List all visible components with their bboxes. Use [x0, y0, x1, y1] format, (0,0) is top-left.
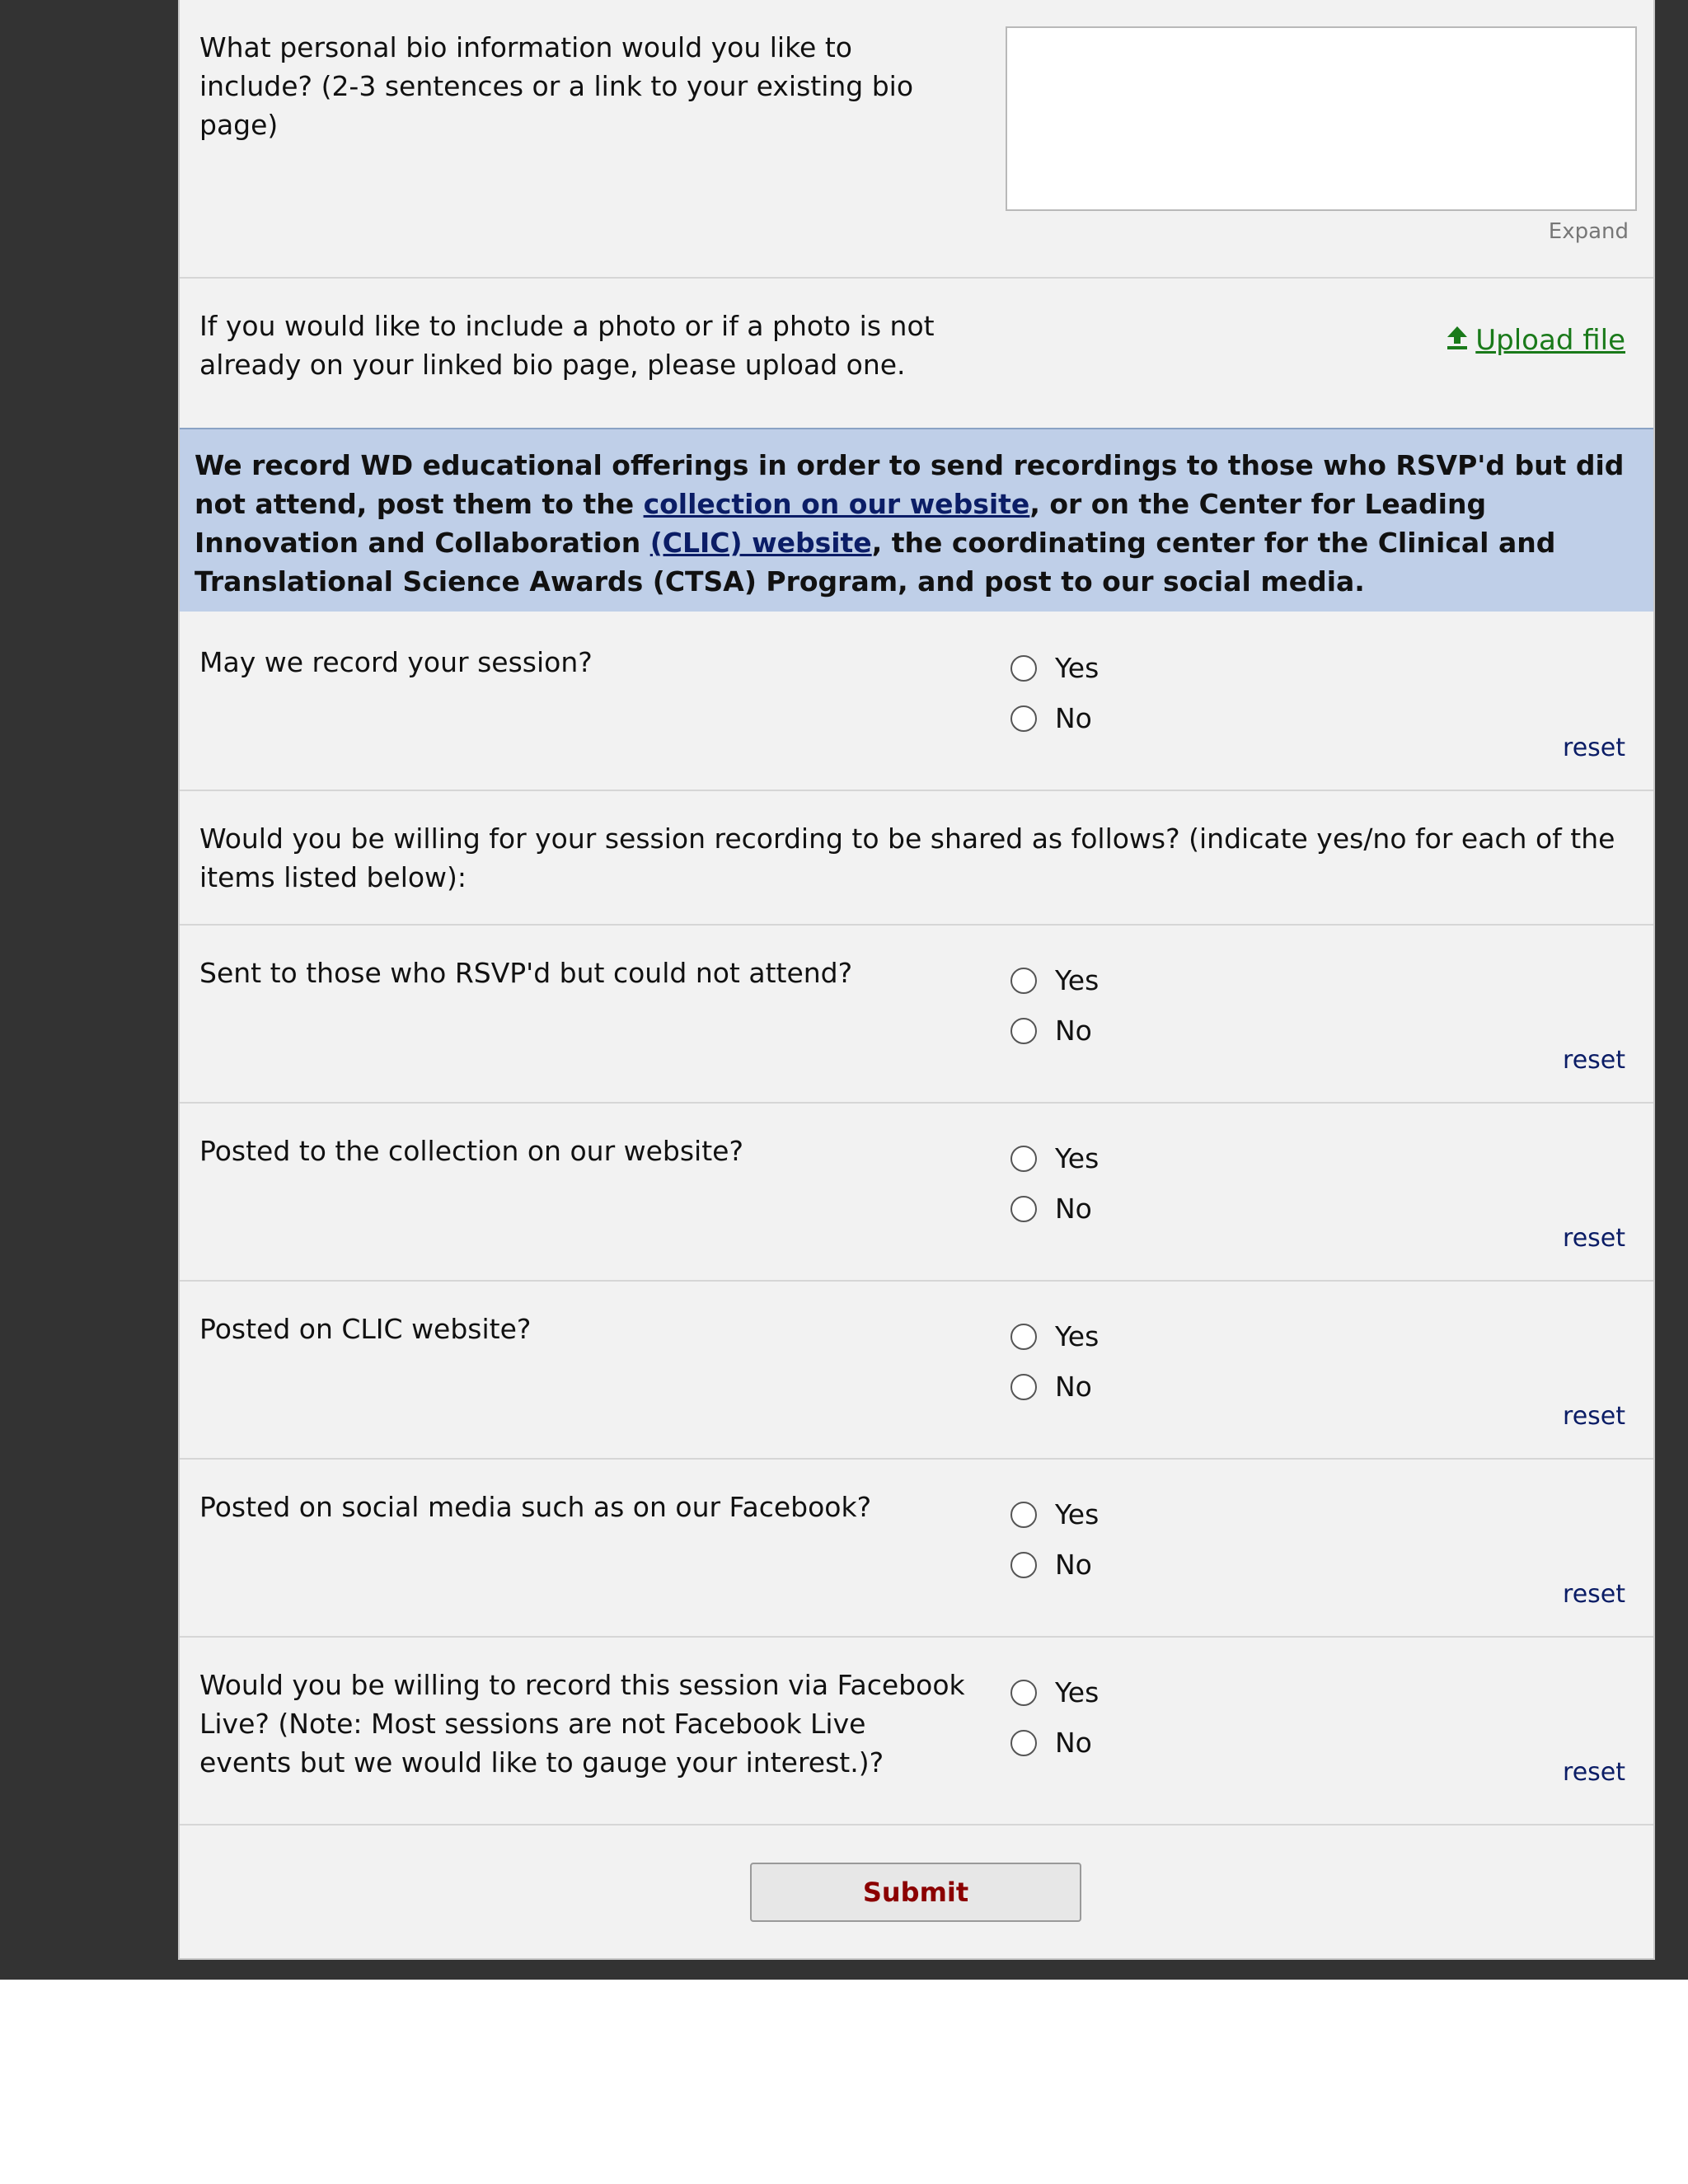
radio-circle-icon: [1010, 1374, 1037, 1400]
radio-circle-icon: [1010, 1730, 1037, 1756]
submit-button[interactable]: Submit: [750, 1863, 1081, 1922]
question-record-session: [180, 612, 1653, 791]
radio-circle-icon: [1010, 1680, 1037, 1706]
question-label: Posted on social media such as on our Facebook?: [199, 1491, 872, 1523]
radio-group-record: [1010, 643, 1099, 743]
question-rsvp-share: [180, 926, 1653, 1104]
radio-circle-icon: [1010, 1018, 1037, 1044]
upload-icon: [1446, 324, 1469, 357]
reset-link[interactable]: reset: [1563, 1580, 1625, 1609]
question-label: Posted on CLIC website?: [199, 1313, 532, 1345]
radio-circle-icon: [1010, 1324, 1037, 1350]
radio-circle-icon: [1010, 1552, 1037, 1578]
bio-textarea[interactable]: [1006, 26, 1637, 211]
radio-group-collection: [1010, 1133, 1099, 1234]
radio-yes[interactable]: Yes: [1010, 1311, 1099, 1361]
expand-link[interactable]: Expand: [1548, 219, 1629, 244]
reset-link[interactable]: reset: [1563, 1224, 1625, 1253]
question-label: May we record your session?: [199, 646, 593, 678]
question-clic-website: [180, 1282, 1653, 1460]
radio-circle-icon: [1010, 1502, 1037, 1528]
radio-circle-icon: [1010, 1196, 1037, 1222]
share-intro-label: Would you be willing for your session recording to be shared as follows? (indicate yes/no for each of the items listed below):: [199, 823, 1615, 893]
radio-no[interactable]: No: [1010, 1718, 1099, 1768]
banner-text-1: We record WD educational offerings in order to send recordings to those who RSVP'd but did not attend, post them to the: [195, 449, 1625, 520]
radio-circle-icon: [1010, 1146, 1037, 1172]
radio-group-rsvp: [1010, 955, 1099, 1056]
question-label: Posted to the collection on our website?: [199, 1135, 743, 1167]
bio-row: [180, 0, 1653, 279]
share-intro-row: [180, 791, 1653, 926]
bio-label: What personal bio information would you like to include? (2-3 sentences or a link to your existing bio page): [199, 31, 914, 141]
radio-yes[interactable]: Yes: [1010, 955, 1099, 1005]
radio-circle-icon: [1010, 705, 1037, 732]
reset-link[interactable]: reset: [1563, 733, 1625, 762]
collection-website-link[interactable]: collection on our website: [643, 488, 1030, 520]
radio-yes[interactable]: Yes: [1010, 1667, 1099, 1718]
radio-no[interactable]: No: [1010, 1005, 1099, 1056]
upload-file-link[interactable]: [1446, 324, 1625, 357]
radio-yes[interactable]: Yes: [1010, 1489, 1099, 1540]
survey-form: [178, 0, 1655, 1960]
reset-link[interactable]: reset: [1563, 1402, 1625, 1431]
question-label: Sent to those who RSVP'd but could not attend?: [199, 957, 853, 989]
photo-row: [180, 279, 1653, 428]
banner-text-3: , the coordinating center for the Clinical and Translational Science Awards (CTSA) Program, and post to our social media.: [195, 527, 1556, 598]
radio-group-social: [1010, 1489, 1099, 1590]
radio-circle-icon: [1010, 968, 1037, 994]
radio-no[interactable]: No: [1010, 693, 1099, 743]
radio-no[interactable]: No: [1010, 1361, 1099, 1412]
radio-no[interactable]: No: [1010, 1540, 1099, 1590]
radio-group-facebook-live: [1010, 1667, 1099, 1768]
radio-yes[interactable]: Yes: [1010, 1133, 1099, 1183]
reset-link[interactable]: reset: [1563, 1758, 1625, 1787]
page-background-right: [1657, 0, 1688, 1980]
question-facebook-live: [180, 1638, 1653, 1825]
recording-info-banner: [180, 428, 1653, 612]
clic-website-link[interactable]: (CLIC) website: [649, 527, 872, 559]
radio-no[interactable]: No: [1010, 1183, 1099, 1234]
reset-link[interactable]: reset: [1563, 1046, 1625, 1075]
question-website-collection: [180, 1104, 1653, 1282]
radio-circle-icon: [1010, 655, 1037, 682]
question-label: Would you be willing to record this session via Facebook Live? (Note: Most sessions are not Facebook Live events but we would like to gauge your interest.)?: [199, 1669, 965, 1779]
photo-label: If you would like to include a photo or if a photo is not already on your linked bio page, please upload one.: [199, 310, 935, 381]
banner-text-2: , or on the Center for Leading Innovation and Collaboration: [195, 488, 1487, 559]
upload-file-label: Upload file: [1475, 324, 1625, 357]
radio-yes[interactable]: Yes: [1010, 643, 1099, 693]
radio-group-clic: [1010, 1311, 1099, 1412]
question-social-media: [180, 1460, 1653, 1638]
